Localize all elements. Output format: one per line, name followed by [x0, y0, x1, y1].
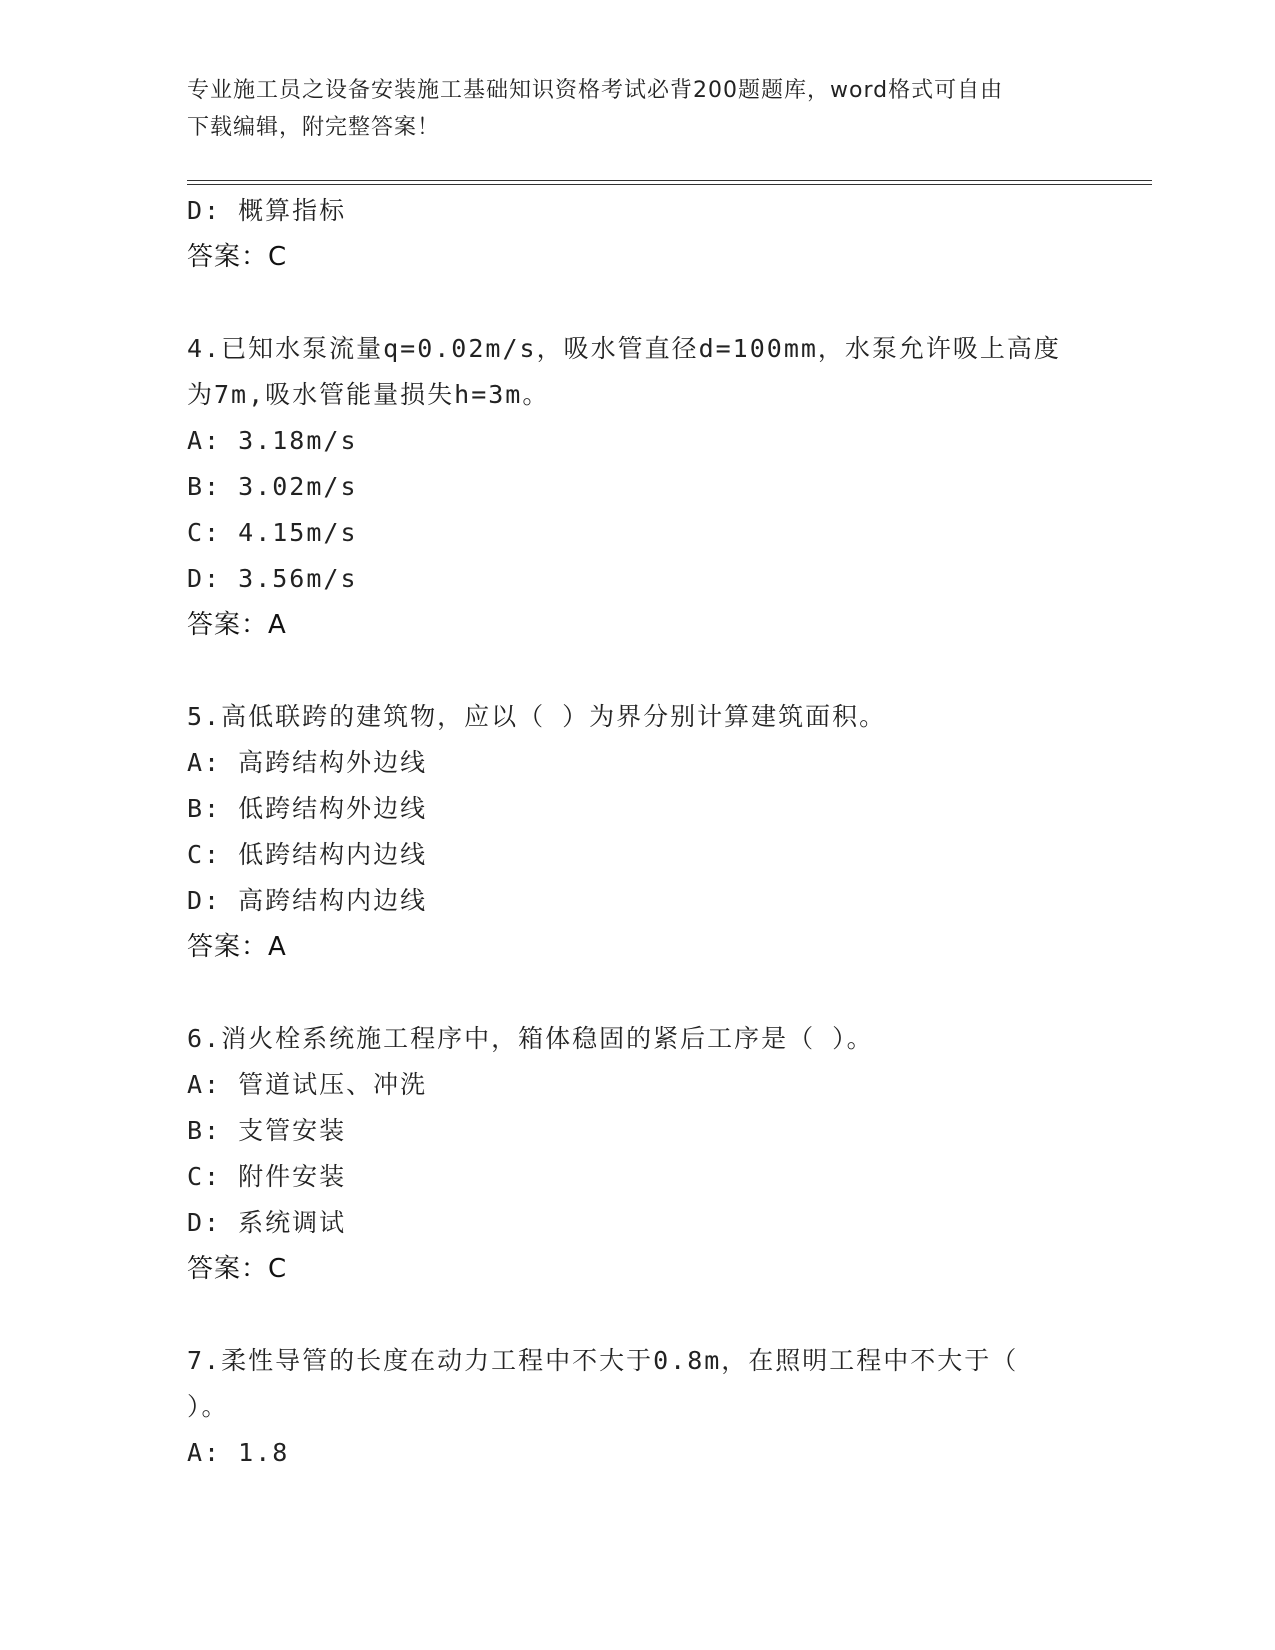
question-3-tail: [187, 188, 1087, 280]
q4-answer: 答案：A: [187, 610, 287, 640]
q6-option-d: D: 系统调试: [187, 1208, 347, 1237]
header-title-line-2: 下载编辑，附完整答案！: [187, 115, 441, 140]
header-rule-bottom: [187, 184, 1152, 185]
q5-option-a: A: 高跨结构外边线: [187, 748, 428, 777]
q6-option-a: A: 管道试压、冲洗: [187, 1070, 428, 1099]
q6-answer: 答案：C: [187, 1254, 288, 1284]
q4-stem-line-1: 4.已知水泵流量q=0.02m/s，吸水管直径d=100mm，水泵允许吸上高度: [187, 334, 1061, 363]
spacer: [187, 1292, 1087, 1338]
q4-option-a: A: 3.18m/s: [187, 426, 358, 455]
q7-stem-line-2: ）。: [187, 1392, 229, 1421]
q4-stem-line-2: 为7m,吸水管能量损失h=3m。: [187, 380, 550, 409]
q4-option-b: B: 3.02m/s: [187, 472, 358, 501]
q6-stem-line-1: 6.消火栓系统施工程序中，箱体稳固的紧后工序是（ ）。: [187, 1024, 874, 1053]
spacer: [187, 970, 1087, 1016]
question-content: [187, 188, 1087, 1476]
header-title-line-1: 专业施工员之设备安装施工基础知识资格考试必背200题题库，word格式可自由: [187, 78, 1004, 103]
q5-option-b: B: 低跨结构外边线: [187, 794, 428, 823]
q5-stem-line-1: 5.高低联跨的建筑物，应以（ ）为界分别计算建筑面积。: [187, 702, 887, 731]
q4-option-c: C: 4.15m/s: [187, 518, 358, 547]
spacer: [187, 648, 1087, 694]
document-header: [187, 72, 1087, 146]
q7-option-a: A: 1.8: [187, 1438, 290, 1467]
question-6: [187, 1016, 1087, 1292]
q4-option-d: D: 3.56m/s: [187, 564, 358, 593]
q6-option-b: B: 支管安装: [187, 1116, 347, 1145]
question-7: [187, 1338, 1087, 1476]
q5-answer: 答案：A: [187, 932, 287, 962]
question-4: [187, 326, 1087, 648]
spacer: [187, 280, 1087, 326]
q3-option-d: D: 概算指标: [187, 196, 347, 225]
q3-answer: 答案：C: [187, 242, 288, 272]
q7-stem-line-1: 7.柔性导管的长度在动力工程中不大于0.8m，在照明工程中不大于（: [187, 1346, 1019, 1375]
q5-option-d: D: 高跨结构内边线: [187, 886, 428, 915]
question-5: [187, 694, 1087, 970]
q6-option-c: C: 附件安装: [187, 1162, 347, 1191]
q5-option-c: C: 低跨结构内边线: [187, 840, 428, 869]
header-rule-top: [187, 180, 1152, 181]
